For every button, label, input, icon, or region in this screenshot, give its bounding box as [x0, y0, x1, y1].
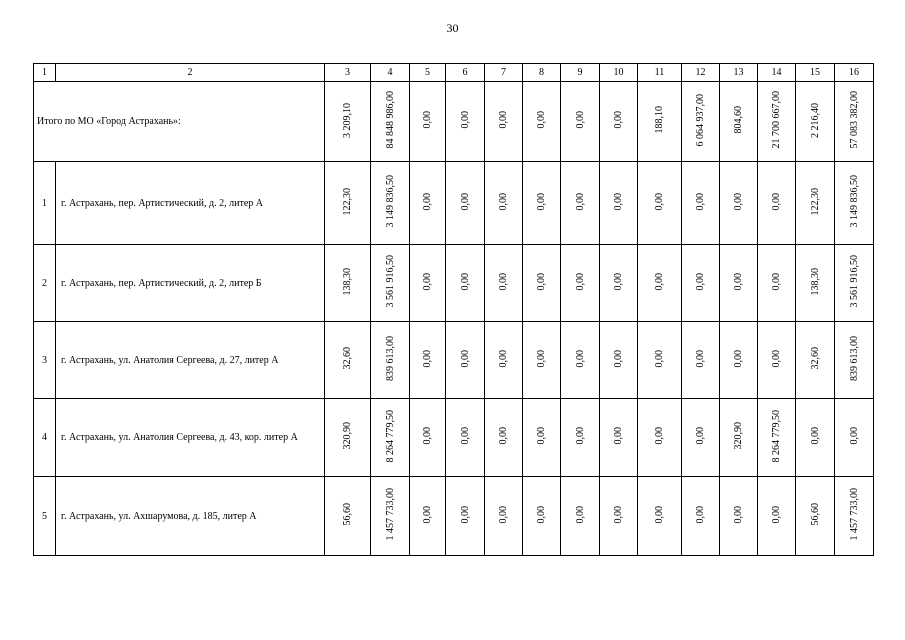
value-col-9: [561, 477, 600, 556]
value-col-13-text: 0,00: [733, 192, 744, 211]
total-value-col-12: [682, 82, 720, 162]
value-col-6: [446, 322, 485, 399]
value-col-11: [638, 162, 682, 245]
total-value-col-6-text: 0,00: [459, 111, 471, 129]
value-col-11: [638, 322, 682, 399]
value-col-13-text: 0,00: [733, 505, 744, 524]
total-value-col-10: [600, 82, 638, 162]
table-row: [34, 162, 874, 245]
value-col-15: [796, 399, 835, 477]
table-row: [34, 399, 874, 477]
value-col-16: [835, 399, 874, 477]
value-col-8: [523, 399, 561, 477]
address-cell: г. Астрахань, ул. Анатолия Сергеева, д. 43, кор. литер А: [56, 399, 325, 477]
value-col-8-text: 0,00: [536, 427, 547, 445]
value-col-4-text: 839 613,00: [384, 336, 396, 381]
total-value-col-3: [325, 82, 371, 162]
value-col-9-text: 0,00: [574, 192, 586, 211]
column-number-2: 2: [56, 64, 325, 82]
value-col-13: [720, 322, 758, 399]
value-col-16: [835, 245, 874, 322]
total-value-col-15-text: 2 216,40: [809, 102, 821, 138]
value-col-11-text: 0,00: [654, 505, 665, 524]
value-col-4: [371, 245, 410, 322]
total-value-col-7: [485, 82, 523, 162]
value-col-5: [410, 477, 446, 556]
value-col-6-text: 0,00: [459, 272, 471, 291]
value-col-14-text: 0,00: [771, 505, 782, 524]
value-col-3-text: 122,30: [342, 187, 353, 216]
value-col-10: [600, 399, 638, 477]
column-number-9: 9: [561, 64, 600, 82]
value-col-7: [485, 162, 523, 245]
value-col-4-text: 3 149 836,50: [384, 175, 396, 228]
value-col-10-text: 0,00: [613, 349, 624, 368]
value-col-3-text: 320,90: [342, 422, 353, 450]
register-table: [33, 63, 874, 556]
value-col-14: [758, 399, 796, 477]
total-value-col-5-text: 0,00: [422, 111, 433, 129]
value-col-11-text: 0,00: [654, 427, 665, 445]
value-col-10-text: 0,00: [613, 192, 624, 211]
value-col-7: [485, 477, 523, 556]
address-cell: г. Астрахань, пер. Артистический, д. 2, литер Б: [56, 245, 325, 322]
value-col-6: [446, 399, 485, 477]
value-col-13-text: 320,90: [733, 422, 744, 450]
value-col-8: [523, 322, 561, 399]
value-col-14: [758, 162, 796, 245]
value-col-10-text: 0,00: [613, 427, 624, 445]
value-col-3-text: 56,60: [342, 503, 353, 526]
total-value-col-13-text: 804,60: [733, 106, 744, 134]
value-col-11: [638, 245, 682, 322]
value-col-15: [796, 162, 835, 245]
value-col-16: [835, 322, 874, 399]
total-value-col-15: [796, 82, 835, 162]
table-row: [34, 477, 874, 556]
total-value-col-8-text: 0,00: [536, 111, 547, 129]
total-value-col-3-text: 3 209,10: [342, 102, 353, 138]
value-col-13-text: 0,00: [733, 349, 744, 368]
value-col-7-text: 0,00: [498, 349, 509, 368]
value-col-3: [325, 399, 371, 477]
value-col-6: [446, 477, 485, 556]
value-col-3: [325, 245, 371, 322]
value-col-7: [485, 245, 523, 322]
table-row: [34, 322, 874, 399]
total-value-col-14: [758, 82, 796, 162]
value-col-8: [523, 477, 561, 556]
value-col-10-text: 0,00: [613, 272, 624, 291]
value-col-14-text: 0,00: [771, 272, 782, 291]
value-col-6-text: 0,00: [459, 505, 471, 524]
total-value-col-4-text: 84 848 986,00: [384, 91, 396, 149]
column-number-13: 13: [720, 64, 758, 82]
column-number-3: 3: [325, 64, 371, 82]
value-col-15-text: 32,60: [809, 347, 821, 370]
column-number-4: 4: [371, 64, 410, 82]
value-col-12-text: 0,00: [695, 427, 706, 445]
column-number-1: 1: [34, 64, 56, 82]
value-col-16-text: 839 613,00: [848, 336, 860, 381]
value-col-8-text: 0,00: [536, 505, 547, 524]
value-col-9-text: 0,00: [574, 427, 586, 445]
value-col-6: [446, 245, 485, 322]
value-col-6-text: 0,00: [459, 192, 471, 211]
total-value-col-7-text: 0,00: [498, 111, 509, 129]
value-col-5-text: 0,00: [422, 505, 433, 524]
total-value-col-14-text: 21 700 667,00: [771, 91, 782, 149]
address-cell: г. Астрахань, ул. Анатолия Сергеева, д. 27, литер А: [56, 322, 325, 399]
value-col-3: [325, 162, 371, 245]
column-number-16: 16: [835, 64, 874, 82]
value-col-7-text: 0,00: [498, 192, 509, 211]
value-col-12: [682, 245, 720, 322]
value-col-10-text: 0,00: [613, 505, 624, 524]
column-number-7: 7: [485, 64, 523, 82]
total-value-col-16-text: 57 083 382,00: [848, 91, 860, 149]
column-number-15: 15: [796, 64, 835, 82]
value-col-5-text: 0,00: [422, 272, 433, 291]
value-col-8-text: 0,00: [536, 272, 547, 291]
value-col-11-text: 0,00: [654, 349, 665, 368]
value-col-3: [325, 477, 371, 556]
value-col-9-text: 0,00: [574, 505, 586, 524]
address-cell: г. Астрахань, пер. Артистический, д. 2, литер А: [56, 162, 325, 245]
value-col-12-text: 0,00: [695, 349, 706, 368]
column-number-5: 5: [410, 64, 446, 82]
value-col-16-text: 3 561 916,50: [848, 255, 860, 308]
value-col-5: [410, 322, 446, 399]
value-col-8-text: 0,00: [536, 192, 547, 211]
value-col-16-text: 1 457 733,00: [848, 488, 860, 541]
value-col-15: [796, 322, 835, 399]
column-number-6: 6: [446, 64, 485, 82]
value-col-15: [796, 245, 835, 322]
column-number-row: [34, 64, 874, 82]
value-col-4: [371, 477, 410, 556]
value-col-14-text: 8 264 779,50: [771, 409, 782, 463]
value-col-15: [796, 477, 835, 556]
table-row: [34, 245, 874, 322]
value-col-10: [600, 477, 638, 556]
value-col-13: [720, 399, 758, 477]
value-col-12-text: 0,00: [695, 192, 706, 211]
value-col-16: [835, 477, 874, 556]
value-col-8: [523, 162, 561, 245]
column-number-12: 12: [682, 64, 720, 82]
value-col-13: [720, 162, 758, 245]
row-number: 2: [34, 245, 56, 322]
row-number: 3: [34, 322, 56, 399]
value-col-16-text: 0,00: [848, 427, 860, 445]
column-number-8: 8: [523, 64, 561, 82]
value-col-13: [720, 245, 758, 322]
value-col-12: [682, 399, 720, 477]
value-col-9: [561, 399, 600, 477]
total-value-col-16: [835, 82, 874, 162]
value-col-12: [682, 162, 720, 245]
value-col-11-text: 0,00: [654, 272, 665, 291]
value-col-5-text: 0,00: [422, 427, 433, 445]
value-col-7-text: 0,00: [498, 272, 509, 291]
page-number: 30: [446, 21, 459, 35]
address-cell: г. Астрахань, ул. Ахшарумова, д. 185, литер А: [56, 477, 325, 556]
value-col-11: [638, 477, 682, 556]
column-number-10: 10: [600, 64, 638, 82]
value-col-14-text: 0,00: [771, 349, 782, 368]
value-col-13-text: 0,00: [733, 272, 744, 291]
total-value-col-6: [446, 82, 485, 162]
total-value-col-5: [410, 82, 446, 162]
total-value-col-9: [561, 82, 600, 162]
row-number: 5: [34, 477, 56, 556]
total-value-col-9-text: 0,00: [574, 111, 586, 129]
value-col-14: [758, 477, 796, 556]
value-col-10: [600, 245, 638, 322]
value-col-4: [371, 399, 410, 477]
value-col-16: [835, 162, 874, 245]
value-col-14: [758, 245, 796, 322]
value-col-10: [600, 322, 638, 399]
value-col-14-text: 0,00: [771, 192, 782, 211]
value-col-3-text: 138,30: [342, 267, 353, 296]
value-col-4: [371, 162, 410, 245]
column-number-11: 11: [638, 64, 682, 82]
value-col-6-text: 0,00: [459, 349, 471, 368]
value-col-13: [720, 477, 758, 556]
value-col-5-text: 0,00: [422, 192, 433, 211]
value-col-11-text: 0,00: [654, 192, 665, 211]
value-col-5: [410, 245, 446, 322]
total-row: [34, 82, 874, 162]
value-col-8-text: 0,00: [536, 349, 547, 368]
value-col-9-text: 0,00: [574, 272, 586, 291]
value-col-4: [371, 322, 410, 399]
value-col-3-text: 32,60: [342, 347, 353, 370]
value-col-6-text: 0,00: [459, 427, 471, 445]
value-col-8: [523, 245, 561, 322]
value-col-5: [410, 399, 446, 477]
value-col-15-text: 0,00: [809, 427, 821, 445]
value-col-10: [600, 162, 638, 245]
value-col-15-text: 56,60: [809, 503, 821, 526]
row-number: 4: [34, 399, 56, 477]
total-value-col-11-text: 188,10: [654, 106, 665, 134]
value-col-7-text: 0,00: [498, 427, 509, 445]
total-value-col-13: [720, 82, 758, 162]
value-col-12-text: 0,00: [695, 505, 706, 524]
value-col-7-text: 0,00: [498, 505, 509, 524]
value-col-4-text: 8 264 779,50: [384, 409, 396, 463]
value-col-14: [758, 322, 796, 399]
value-col-7: [485, 399, 523, 477]
total-value-col-8: [523, 82, 561, 162]
column-number-14: 14: [758, 64, 796, 82]
value-col-12: [682, 322, 720, 399]
value-col-4-text: 3 561 916,50: [384, 255, 396, 308]
total-value-col-10-text: 0,00: [613, 111, 624, 129]
total-value-col-11: [638, 82, 682, 162]
total-label: Итого по МО «Город Астрахань»:: [34, 82, 325, 162]
value-col-9: [561, 162, 600, 245]
value-col-7: [485, 322, 523, 399]
value-col-15-text: 138,30: [809, 267, 821, 296]
value-col-12-text: 0,00: [695, 272, 706, 291]
value-col-6: [446, 162, 485, 245]
value-col-11: [638, 399, 682, 477]
total-value-col-12-text: 6 064 937,00: [695, 93, 706, 147]
value-col-9: [561, 322, 600, 399]
value-col-16-text: 3 149 836,50: [848, 175, 860, 228]
value-col-5-text: 0,00: [422, 349, 433, 368]
value-col-4-text: 1 457 733,00: [384, 488, 396, 541]
value-col-9: [561, 245, 600, 322]
value-col-12: [682, 477, 720, 556]
value-col-9-text: 0,00: [574, 349, 586, 368]
value-col-3: [325, 322, 371, 399]
value-col-15-text: 122,30: [809, 187, 821, 216]
value-col-5: [410, 162, 446, 245]
row-number: 1: [34, 162, 56, 245]
total-value-col-4: [371, 82, 410, 162]
